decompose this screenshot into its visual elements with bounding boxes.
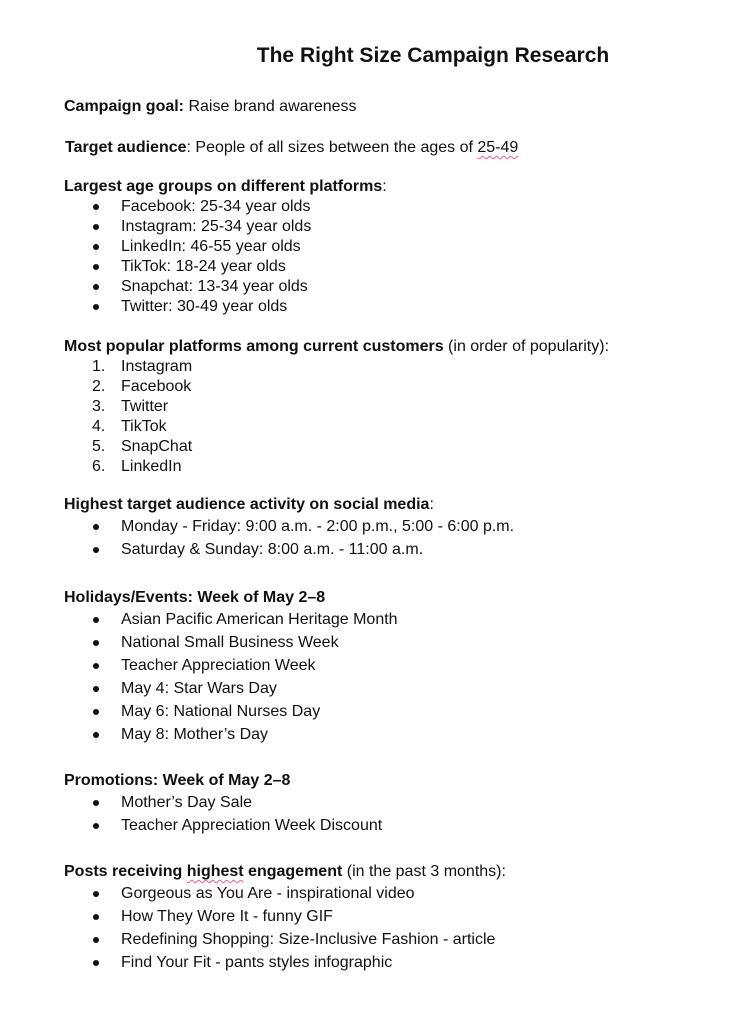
list-item	[64, 357, 714, 377]
list-item-text: National Small Business Week	[121, 634, 339, 651]
list-item-text: LinkedIn: 46-55 year olds	[121, 238, 301, 255]
list-item-text: LinkedIn	[121, 458, 182, 475]
list-item-text: Gorgeous as You Are - inspirational video	[121, 885, 415, 902]
bullet-icon	[93, 960, 99, 966]
list-item-text: Facebook: 25-34 year olds	[121, 198, 311, 215]
promotions-section	[64, 771, 714, 837]
list-item	[64, 217, 714, 237]
list-number: 6.	[92, 458, 106, 475]
list-item-text: Monday - Friday: 9:00 a.m. - 2:00 p.m., 5:00 - 6:00 p.m.	[121, 518, 515, 535]
activity-section	[64, 495, 714, 561]
list-item-text: Mother’s Day Sale	[121, 794, 253, 811]
list-item	[64, 928, 714, 951]
list-item-text: Instagram	[121, 358, 193, 375]
list-item	[64, 237, 714, 257]
bullet-icon	[93, 823, 99, 829]
list-item	[64, 677, 714, 700]
engagement-label-before: Posts receiving	[64, 863, 187, 880]
list-item	[64, 197, 714, 217]
list-item-text: Find Your Fit - pants styles infographic	[121, 954, 393, 971]
campaign-goal-section	[64, 97, 714, 117]
bullet-icon	[93, 891, 99, 897]
bullet-icon	[93, 914, 99, 920]
bullet-icon	[93, 304, 99, 310]
list-item-text: Teacher Appreciation Week Discount	[121, 817, 383, 834]
list-number: 4.	[92, 418, 106, 435]
list-item-text: Twitter	[121, 398, 169, 415]
holidays-section	[64, 588, 714, 746]
popular-platforms-suffix: (in order of popularity):	[443, 338, 610, 355]
list-item-text: Redefining Shopping: Size-Inclusive Fashion - article	[121, 931, 496, 948]
list-item-text: May 8: Mother’s Day	[121, 726, 269, 743]
age-groups-suffix: :	[382, 178, 387, 195]
list-item	[64, 951, 714, 974]
list-item-text: Saturday & Sunday: 8:00 a.m. - 11:00 a.m.	[121, 541, 424, 558]
list-number: 2.	[92, 378, 106, 395]
engagement-label-highlight: highest	[186, 863, 244, 880]
bullet-icon	[93, 800, 99, 806]
engagement-section	[64, 862, 714, 974]
bullet-icon	[93, 264, 99, 270]
list-item	[64, 257, 714, 277]
list-item	[64, 377, 714, 397]
list-item-text: Instagram: 25-34 year olds	[121, 218, 312, 235]
age-groups-section	[64, 177, 714, 317]
promotions-label: Promotions: Week of May 2–8	[64, 772, 291, 789]
age-groups-label: Largest age groups on different platforms	[64, 178, 383, 195]
list-item	[64, 814, 714, 837]
list-item	[64, 723, 714, 746]
list-item-text: May 6: National Nurses Day	[121, 703, 321, 720]
list-item-text: May 4: Star Wars Day	[121, 680, 277, 697]
bullet-icon	[93, 524, 99, 530]
list-item	[64, 277, 714, 297]
bullet-icon	[93, 709, 99, 715]
activity-list	[64, 515, 714, 561]
list-item-text: TikTok: 18-24 year olds	[121, 258, 286, 275]
list-item-text: Teacher Appreciation Week	[121, 657, 316, 674]
holidays-heading	[64, 588, 714, 608]
bullet-icon	[93, 204, 99, 210]
target-audience-label: Target audience	[65, 139, 187, 156]
list-item-text: Twitter: 30-49 year olds	[121, 298, 288, 315]
list-item	[64, 631, 714, 654]
popular-platforms-section	[64, 337, 714, 477]
list-item	[64, 791, 714, 814]
list-item	[64, 515, 714, 538]
holidays-label: Holidays/Events: Week of May 2–8	[64, 589, 326, 606]
bullet-icon	[93, 224, 99, 230]
list-item	[64, 457, 714, 477]
target-audience-ages: 25-49	[477, 139, 519, 156]
bullet-icon	[93, 640, 99, 646]
bullet-icon	[93, 937, 99, 943]
target-audience-section	[65, 138, 714, 158]
bullet-icon	[93, 732, 99, 738]
popular-platforms-heading	[64, 337, 714, 357]
target-audience-value: : People of all sizes between the ages of	[186, 139, 478, 156]
engagement-suffix: (in the past 3 months):	[342, 863, 506, 880]
campaign-goal-value: Raise brand awareness	[184, 98, 357, 115]
list-item	[64, 905, 714, 928]
popular-platforms-list	[64, 357, 714, 477]
list-item	[64, 538, 714, 561]
promotions-heading	[64, 771, 714, 791]
list-item	[64, 882, 714, 905]
page-title: The Right Size Campaign Research	[256, 44, 610, 67]
bullet-icon	[93, 686, 99, 692]
list-item	[64, 297, 714, 317]
campaign-goal-line	[64, 97, 714, 117]
activity-label: Highest target audience activity on social media	[64, 496, 430, 513]
list-item-text: Snapchat: 13-34 year olds	[121, 278, 308, 295]
list-item	[64, 417, 714, 437]
list-item-text: How They Wore It - funny GIF	[121, 908, 333, 925]
bullet-icon	[93, 617, 99, 623]
list-item	[64, 654, 714, 677]
list-number: 1.	[92, 358, 106, 375]
promotions-list	[64, 791, 714, 837]
list-item	[64, 700, 714, 723]
list-item	[64, 397, 714, 417]
holidays-list	[64, 608, 714, 746]
engagement-list	[64, 882, 714, 974]
target-audience-line	[65, 138, 714, 158]
age-groups-heading	[64, 177, 714, 197]
activity-suffix: :	[429, 496, 434, 513]
campaign-goal-label: Campaign goal:	[64, 98, 185, 115]
list-number: 5.	[92, 438, 106, 455]
list-item-text: TikTok	[121, 418, 167, 435]
list-item-text: Facebook	[121, 378, 192, 395]
list-item-text: Asian Pacific American Heritage Month	[121, 611, 398, 628]
bullet-icon	[93, 663, 99, 669]
list-item-text: SnapChat	[121, 438, 193, 455]
list-number: 3.	[92, 398, 106, 415]
engagement-label-after: engagement	[243, 863, 343, 880]
age-groups-list	[64, 197, 714, 317]
engagement-heading	[64, 862, 714, 882]
bullet-icon	[93, 547, 99, 553]
list-item	[64, 608, 714, 631]
list-item	[64, 437, 714, 457]
activity-heading	[64, 495, 714, 515]
bullet-icon	[93, 284, 99, 290]
bullet-icon	[93, 244, 99, 250]
popular-platforms-label: Most popular platforms among current customers	[64, 338, 444, 355]
